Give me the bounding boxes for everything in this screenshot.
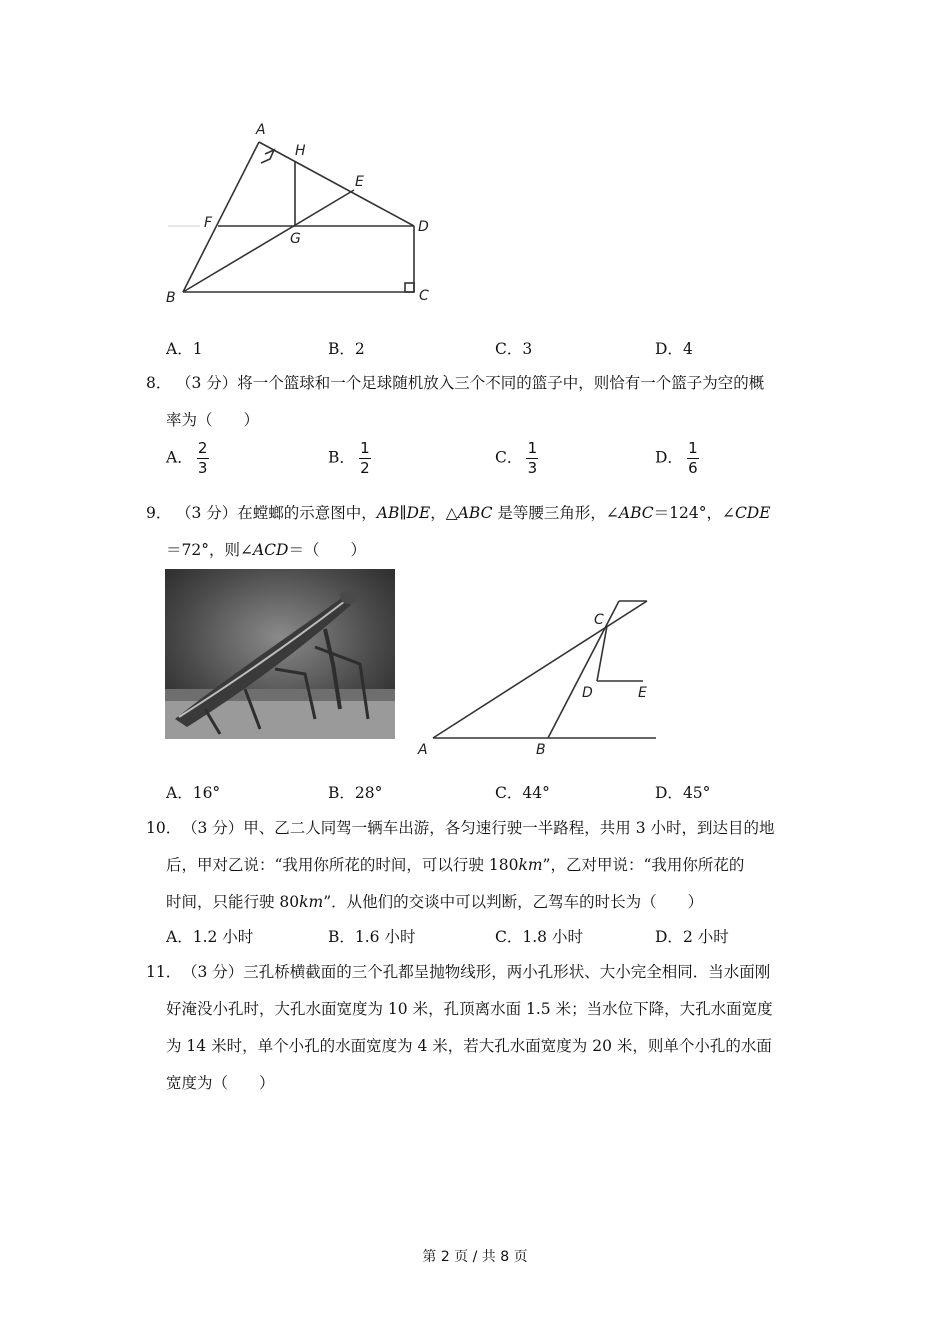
q9-stem-line2: ＝72°，则∠ACD＝（ ） bbox=[166, 541, 366, 559]
fig9-label-e: E bbox=[638, 685, 647, 701]
question-9-geometry-figure bbox=[410, 592, 670, 762]
fraction: $\frac{1}{6}$ bbox=[688, 439, 698, 477]
q9-number: 9． bbox=[146, 504, 172, 522]
fig7-label-b: B bbox=[166, 290, 176, 306]
q10-option-d: D．2 小时 bbox=[655, 928, 729, 946]
fig7-label-g: G bbox=[290, 231, 301, 247]
q8-option-a: A． $\frac{2}{3}$ bbox=[166, 439, 208, 477]
q10-option-b: B．1.6 小时 bbox=[328, 928, 416, 946]
fig9-label-b: B bbox=[536, 742, 546, 758]
q8-option-d: D． $\frac{1}{6}$ bbox=[655, 439, 698, 477]
q7-option-d: D．4 bbox=[655, 340, 693, 358]
q9-stem-line1: （3 分）在螳螂的示意图中，AB∥DE，△ABC 是等腰三角形，∠ABC＝124°，∠CDE bbox=[176, 504, 771, 522]
q9-option-d: D．45° bbox=[655, 784, 711, 802]
q9-option-a: A．16° bbox=[166, 784, 221, 802]
q11-stem-line1: （3 分）三孔桥横截面的三个孔都呈抛物线形，两小孔形状、大小完全相同．当水面刚 bbox=[182, 963, 771, 981]
q11-stem-line3: 为 14 米时，单个小孔的水面宽度为 4 米，若大孔水面宽度为 20 米，则单个小孔的水面 bbox=[166, 1037, 772, 1055]
q10-option-a: A．1.2 小时 bbox=[166, 928, 254, 946]
fig7-label-f: F bbox=[204, 215, 213, 231]
q11-stem-line4: 宽度为（ ） bbox=[166, 1074, 275, 1092]
fig9-label-c: C bbox=[594, 612, 604, 628]
q7-option-c: C．3 bbox=[495, 340, 533, 358]
q10-stem-line3: 时间，只能行驶 80km”．从他们的交谈中可以判断，乙驾车的时长为（ ） bbox=[166, 893, 704, 911]
mantis-photo bbox=[165, 569, 395, 739]
q7-option-a: A．1 bbox=[166, 340, 203, 358]
fig7-label-c: C bbox=[419, 288, 429, 304]
question-7-geometry-figure bbox=[160, 118, 450, 318]
q9-option-c: C．44° bbox=[495, 784, 550, 802]
q8-option-b: B． $\frac{1}{2}$ bbox=[328, 439, 370, 477]
page-footer: 第 2 页 / 共 8 页 bbox=[422, 1249, 528, 1265]
fraction: $\frac{2}{3}$ bbox=[197, 439, 208, 477]
q11-stem-line2: 好淹没小孔时，大孔水面宽度为 10 米，孔顶离水面 1.5 米；当水位下降，大孔水面宽度 bbox=[166, 1000, 773, 1018]
fig7-label-d: D bbox=[418, 219, 429, 235]
q9-option-b: B．28° bbox=[328, 784, 383, 802]
q7-option-b: B．2 bbox=[328, 340, 365, 358]
q8-number: 8． bbox=[146, 374, 172, 392]
q10-option-c: C．1.8 小时 bbox=[495, 928, 583, 946]
q11-number: 11． bbox=[146, 963, 182, 981]
q10-number: 10． bbox=[146, 819, 182, 837]
fig9-label-a: A bbox=[418, 742, 428, 758]
fig7-label-a: A bbox=[256, 122, 266, 138]
q8-stem-line1: （3 分）将一个篮球和一个足球随机放入三个不同的篮子中，则恰有一个篮子为空的概 bbox=[176, 374, 765, 392]
q10-stem-line2: 后，甲对乙说：“我用你所花的时间，可以行驶 180km”，乙对甲说：“我用你所花的 bbox=[166, 856, 745, 874]
q8-option-c: C． $\frac{1}{3}$ bbox=[495, 439, 538, 477]
fraction: $\frac{1}{3}$ bbox=[527, 439, 538, 477]
q8-stem-line2: 率为（ ） bbox=[166, 411, 260, 429]
fraction: $\frac{1}{2}$ bbox=[360, 439, 370, 477]
fig9-label-d: D bbox=[582, 685, 593, 701]
fig7-label-h: H bbox=[295, 143, 306, 159]
fig7-label-e: E bbox=[355, 174, 364, 190]
q10-stem-line1: （3 分）甲、乙二人同驾一辆车出游，各匀速行驶一半路程，共用 3 小时，到达目的地 bbox=[182, 819, 775, 837]
